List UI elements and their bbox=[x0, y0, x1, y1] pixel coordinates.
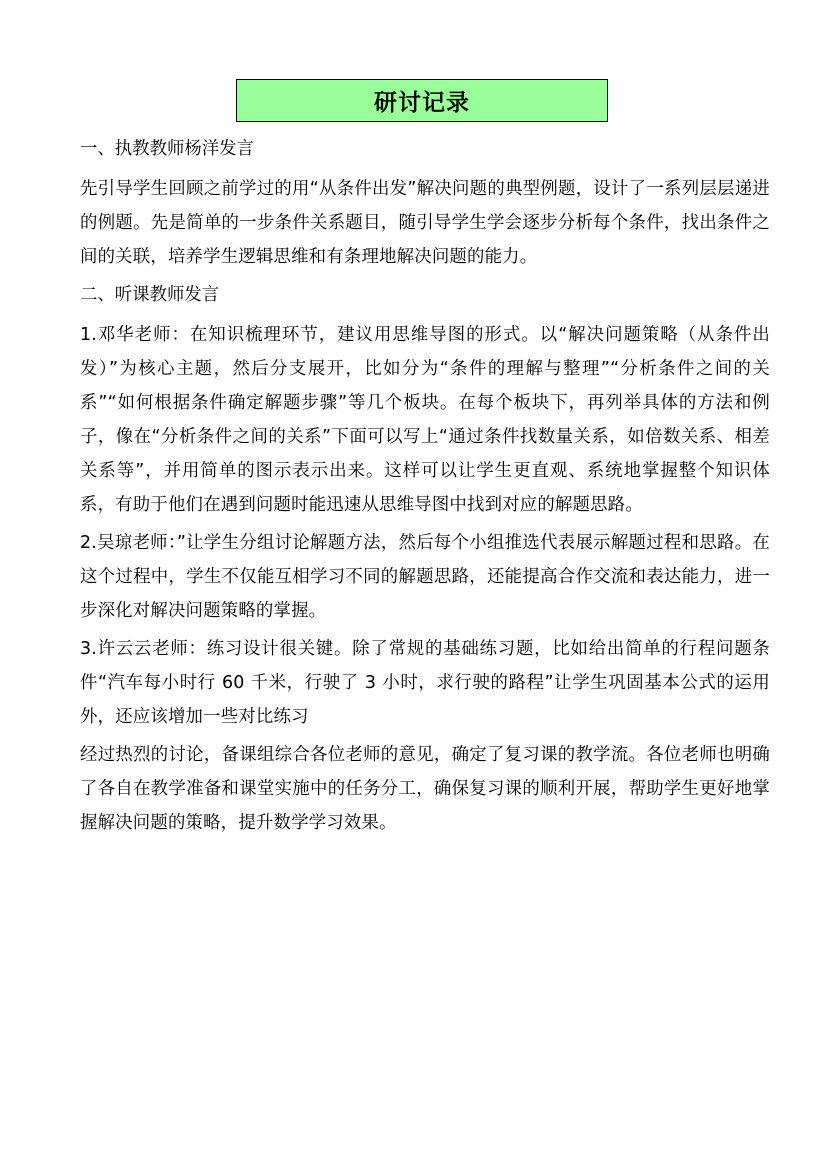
paragraph-conclusion: 经过热烈的讨论，备课组综合各位老师的意见，确定了复习课的教学流。各位老师也明确了各自在教学准备和课堂实施中的任务分工，确保复习课的顺利开展，帮助学生更好地掌握解决问题的策略，提升数学学习效果。 bbox=[80, 745, 770, 833]
section-heading-observers: 二、听课教师发言 bbox=[80, 285, 220, 305]
title-box bbox=[236, 79, 608, 122]
paragraph-deng-hua: 1.邓华老师：在知识梳理环节，建议用思维导图的形式。以“解决问题策略（从条件出发）”为核心主题，然后分支展开，比如分为“条件的理解与整理”“分析条件之间的关系”“如何根据条件确定解题步骤”等几个板块。在每个板块下，再列举具体的方法和例子，像在“分析条件之间的关系”下面可以写上“通过条件找数量关系，如倍数关系、相差关系等”，并用简单的图示表示出来。这样可以让学生更直观、系统地掌握整个知识体系，有助于他们在遇到问题时能迅速从思维导图中找到对应的解题思路。 bbox=[80, 325, 770, 515]
paragraph-teacher-speech: 先引导学生回顾之前学过的用“从条件出发”解决问题的典型例题，设计了一系列层层递进的例题。先是简单的一步条件关系题目，随引导学生学会逐步分析每个条件，找出条件之间的关联，培养学生逻辑思维和有条理地解决问题的能力。 bbox=[80, 179, 770, 267]
section-heading-teacher: 一、执教教师杨洋发言 bbox=[80, 139, 254, 159]
paragraph-xu-yunyun: 3.许云云老师：练习设计很关键。除了常规的基础练习题，比如给出简单的行程问题条件“汽车每小时行 60 千米，行驶了 3 小时，求行驶的路程”让学生巩固基本公式的运用外，还应该增加一些对比练习 bbox=[80, 639, 770, 727]
paragraph-wu-qiong: 2.吴琼老师：”让学生分组讨论解题方法，然后每个小组推选代表展示解题过程和思路。在这个过程中，学生不仅能互相学习不同的解题思路，还能提高合作交流和表达能力，进一步深化对解决问题策略的掌握。 bbox=[80, 533, 770, 621]
document-body bbox=[80, 132, 770, 844]
document-title: 研讨记录 bbox=[374, 90, 470, 116]
